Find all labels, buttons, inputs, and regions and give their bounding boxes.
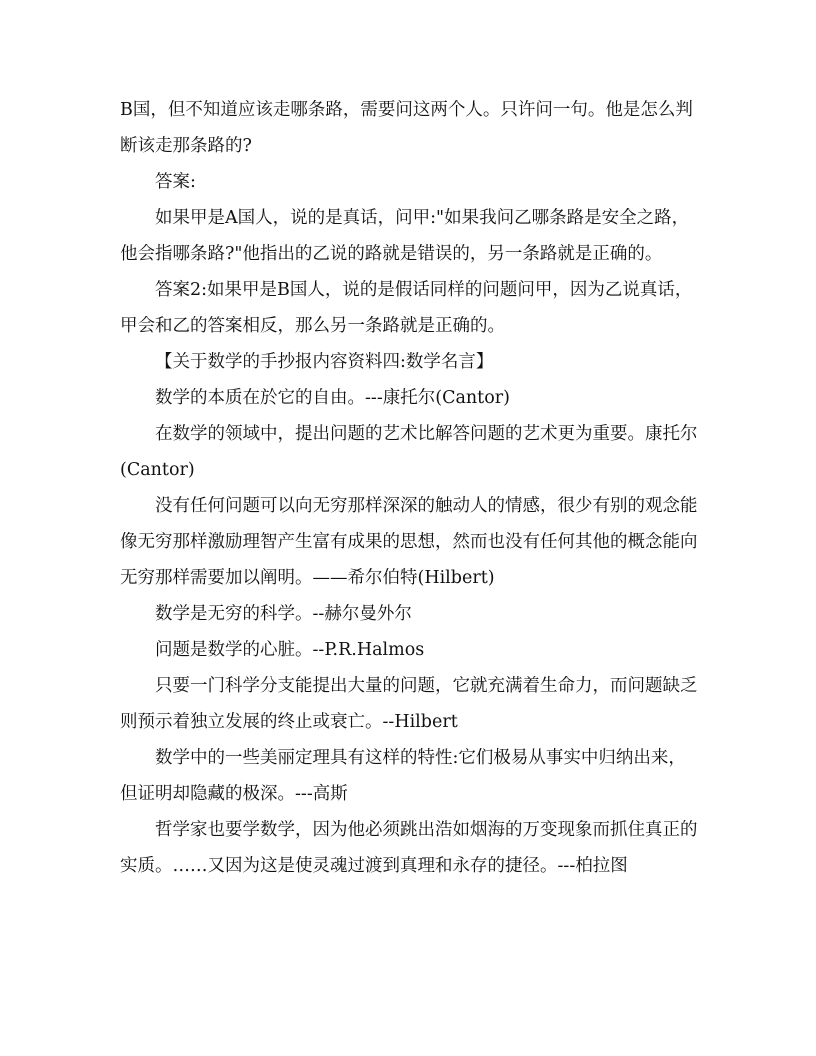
- quote-hilbert-infinity: 没有任何问题可以向无穷那样深深的触动人的情感，很少有别的观念能像无穷那样激励理智产生富有成果的思想，然而也没有任何其他的概念能向无穷那样需要加以阐明。——希尔伯特(Hilbert): [120, 496, 698, 588]
- quote-cantor-art: 在数学的领域中，提出问题的艺术比解答问题的艺术更为重要。康托尔(Cantor): [120, 424, 698, 480]
- quote-weyl: 数学是无穷的科学。--赫尔曼外尔: [155, 604, 412, 624]
- paragraph-answer-heading: 答案:: [155, 172, 196, 192]
- document-body: [120, 92, 700, 884]
- quote-hilbert-problems: 只要一门科学分支能提出大量的问题，它就充满着生命力，而问题缺乏则预示着独立发展的终止或衰亡。--Hilbert: [120, 676, 698, 732]
- quote-gauss: 数学中的一些美丽定理具有这样的特性:它们极易从事实中归纳出来，但证明却隐藏的极深。---高斯: [120, 748, 686, 804]
- paragraph-answer-1: 如果甲是A国人，说的是真话，问甲:"如果我问乙哪条路是安全之路，他会指哪条路?"他指出的乙说的路就是错误的，另一条路就是正确的。: [120, 208, 690, 264]
- section-heading-quotes: 【关于数学的手抄报内容资料四:数学名言】: [155, 352, 494, 372]
- quote-plato: 哲学家也要学数学，因为他必须跳出浩如烟海的万变现象而抓住真正的实质。……又因为这是使灵魂过渡到真理和永存的捷径。---柏拉图: [120, 820, 698, 876]
- paragraph-puzzle-end: B国，但不知道应该走哪条路，需要问这两个人。只许问一句。他是怎么判断该走那条路的?: [120, 100, 693, 156]
- paragraph-answer-2: 答案2:如果甲是B国人，说的是假话同样的问题问甲，因为乙说真话，甲会和乙的答案相反，那么另一条路就是正确的。: [120, 280, 693, 336]
- quote-cantor-freedom: 数学的本质在於它的自由。---康托尔(Cantor): [155, 388, 510, 408]
- quote-halmos: 问题是数学的心脏。--P.R.Halmos: [155, 640, 425, 660]
